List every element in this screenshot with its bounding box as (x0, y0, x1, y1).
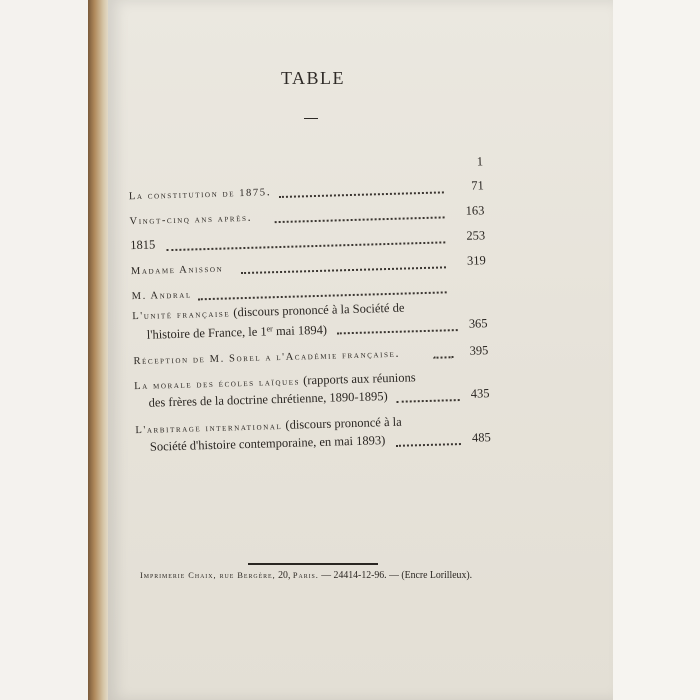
toc-page-number: 163 (465, 203, 485, 218)
toc-entry-detail: (rapports aux réunions (302, 370, 416, 388)
toc-entry-title: L'unité française (132, 308, 231, 323)
toc-entry: Réception de M. Sorel a l'Académie française. (133, 341, 473, 370)
imprint-printer: Imprimerie Chaix, rue Bergère, (140, 570, 276, 580)
toc-entry: La constitution de 1875. (129, 176, 469, 205)
toc-entry-title: La morale des écoles laïques (134, 376, 301, 393)
toc-page-number: 485 (471, 430, 491, 445)
dot-leader (337, 327, 458, 334)
imprint-number: 20, (278, 570, 291, 581)
toc-entry-title: L'arbitrage international (135, 421, 283, 437)
dot-leader (433, 354, 453, 359)
toc-entry (130, 226, 470, 255)
toc-entry-detail: (discours prononcé à la (285, 414, 402, 432)
toc-page-number: 1 (476, 154, 484, 169)
toc-entry-line2: des frères de la doctrine chrétienne, 1890-1895) (148, 389, 388, 410)
dot-leader (279, 189, 444, 198)
book-page (108, 0, 613, 700)
dot-leader (241, 264, 446, 274)
dot-leader (166, 239, 445, 251)
toc-page-number: 253 (466, 228, 486, 243)
toc-entry-detail: (discours prononcé à la Société de (233, 300, 405, 320)
toc-page-number: 395 (469, 343, 489, 358)
toc-entry-title: Réception de M. Sorel a l'Académie française (133, 348, 396, 368)
background-right (610, 0, 700, 700)
imprint-rule (248, 563, 378, 565)
background-left (0, 0, 90, 700)
dot-leader (396, 441, 461, 447)
toc-entry: Vingt-cinq ans après. (129, 201, 469, 230)
page-title: TABLE (280, 68, 346, 88)
book-spine-edge (88, 0, 110, 700)
toc-page-number: 71 (471, 178, 484, 193)
toc-page-number: 435 (470, 386, 490, 401)
toc-page-number: 365 (468, 316, 488, 331)
toc-entry-title: 1815 (130, 237, 156, 253)
ordinal-superscript: er (266, 324, 273, 334)
toc-entry-title: Vingt-cinq ans après (129, 212, 248, 228)
toc-page-number: 319 (466, 253, 487, 268)
toc-entry-title: M. Andral (131, 289, 192, 303)
dot-leader (275, 214, 445, 223)
printer-imprint (140, 570, 503, 581)
imprint-city: Paris. (292, 570, 319, 580)
imprint-tail: — 24414-12-96. — (Encre Lorilleux). (321, 570, 473, 581)
dot-leader (397, 397, 460, 403)
page-content (128, 0, 598, 700)
toc-entry-line2-end: mai 1894) (275, 322, 328, 339)
toc-entry-title: Madame Anisson (130, 263, 224, 278)
toc-entry-title: La constitution de 1875 (128, 187, 267, 203)
toc-entry-line2: Société d'histoire contemporaine, en mai 1893) (149, 433, 386, 454)
toc-entry (131, 251, 471, 280)
table-of-contents (124, 0, 607, 469)
toc-entry-line2: l'histoire de France, le 1 (146, 324, 267, 342)
